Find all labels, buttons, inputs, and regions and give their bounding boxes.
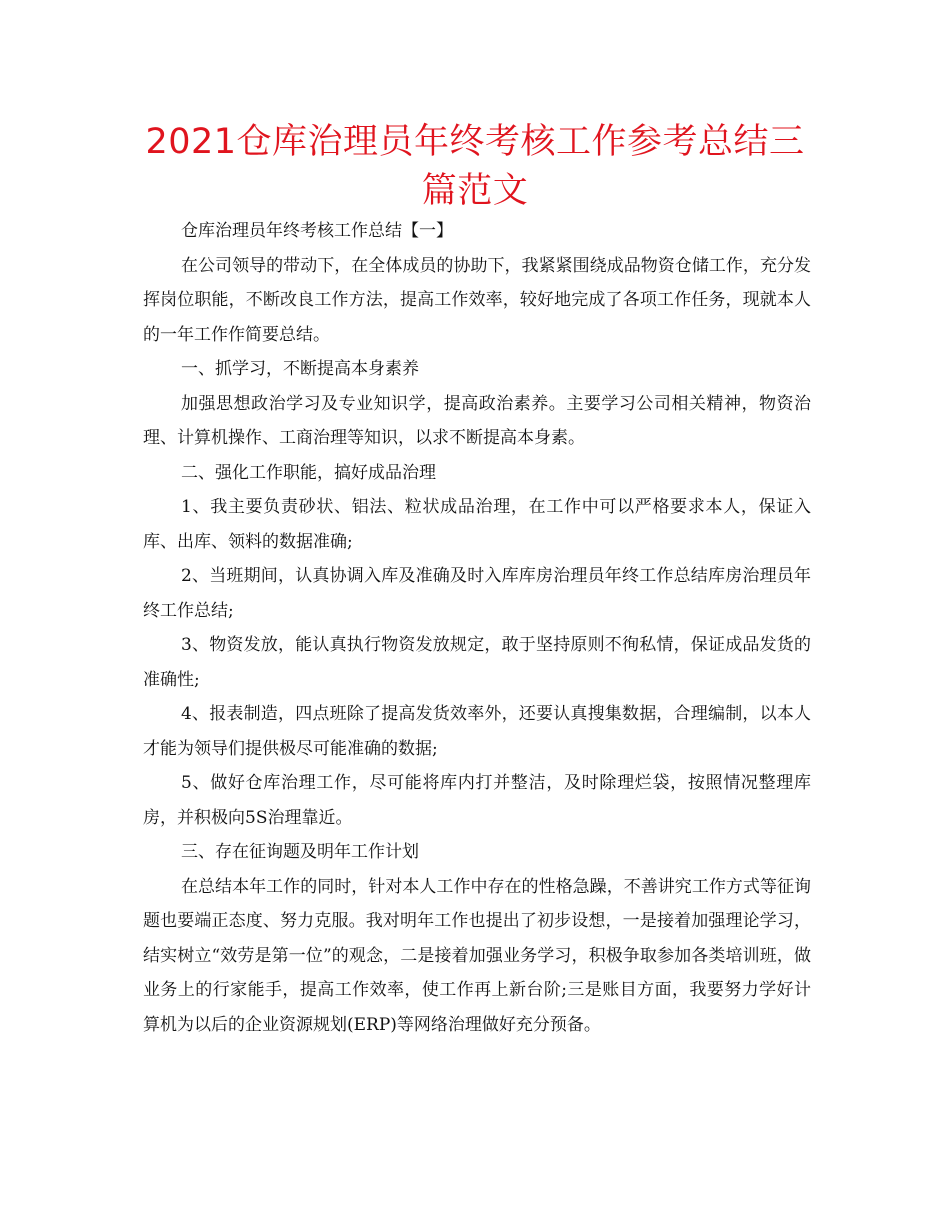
list-item: 4、报表制造，四点班除了提高发货效率外，还要认真搜集数据，合理编制，以本人才能为领导们提供极尽可能准确的数据; [143,704,811,759]
list-item: 1、我主要负责砂状、铝法、粒状成品治理，在工作中可以严格要求本人，保证入库、出库、领料的数据准确; [143,497,811,552]
section-heading: 一、抓学习，不断提高本身素养 [181,359,419,379]
section-heading: 二、强化工作职能，搞好成品治理 [181,462,436,483]
document-body [143,214,811,1042]
body-paragraph: 加强思想政治学习及专业知识学，提高政治素养。主要学习公司相关精神，物资治理、计算机操作、工商治理等知识，以求不断提高本身素。 [143,393,811,448]
section-heading: 三、存在征询题及明年工作计划 [181,842,419,862]
intro-paragraph: 在公司领导的带动下，在全体成员的协助下，我紧紧围绕成品物资仓储工作，充分发挥岗位职能，不断改良工作方法，提高工作效率，较好地完成了各项工作任务，现就本人的一年工作作简要总结。 [143,255,811,345]
document-title: 2021仓库治理员年终考核工作参考总结三篇范文 [145,122,805,211]
section-heading: 仓库治理员年终考核工作总结【一】 [181,221,453,241]
list-item: 3、物资发放，能认真执行物资发放规定，敢于坚持原则不徇私情，保证成品发货的准确性; [143,635,811,690]
list-item: 5、做好仓库治理工作，尽可能将库内打并整洁，及时除理烂袋，按照情况整理库房，并积极向5S治理靠近。 [143,773,811,828]
body-paragraph: 在总结本年工作的同时，针对本人工作中存在的性格急躁，不善讲究工作方式等征询题也要端正态度、努力克服。我对明年工作也提出了初步设想，一是接着加强理论学习，结实树立“效劳是第一位”的观念，二是接着加强业务学习，积极争取参加各类培训班，做业务上的行家能手，提高工作效率，使工作再上新台阶;三是账目方面，我要努力学好计算机为以后的企业资源规划(ERP)等网络治理做好充分预备。 [143,876,811,1035]
list-item: 2、当班期间，认真协调入库及准确及时入库库房治理员年终工作总结库房治理员年终工作总结; [143,566,811,621]
